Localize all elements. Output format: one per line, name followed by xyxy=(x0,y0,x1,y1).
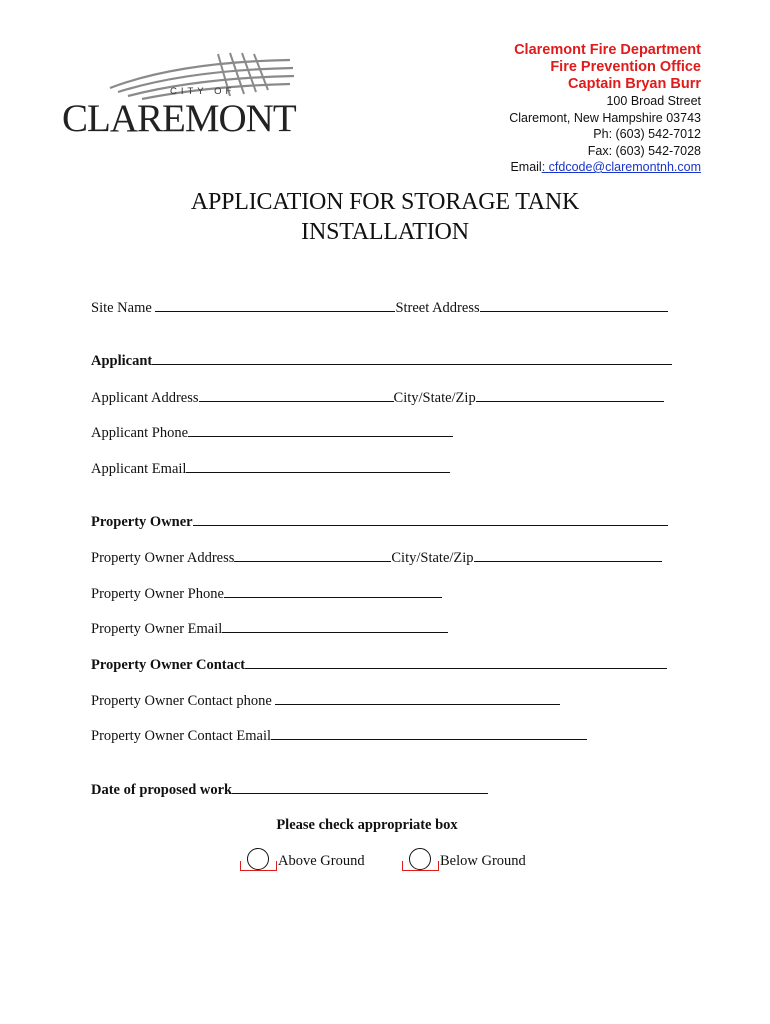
date-of-work-label: Date of proposed work xyxy=(91,782,233,798)
property-owner-contact-phone-field[interactable] xyxy=(275,692,560,705)
circle-icon xyxy=(409,848,431,870)
property-owner-phone-label: Property Owner Phone xyxy=(91,586,224,602)
property-owner-contact-row xyxy=(91,656,667,674)
property-owner-contact-email-field[interactable] xyxy=(271,727,587,740)
email-label: Email xyxy=(510,160,542,174)
contact-block xyxy=(509,42,701,176)
property-owner-field[interactable] xyxy=(193,513,668,526)
department-name: Claremont Fire Department xyxy=(514,42,701,58)
phone-text: Ph: (603) 542-7012 xyxy=(593,127,701,141)
check-heading: Please check appropriate box xyxy=(276,817,458,833)
applicant-address-field[interactable] xyxy=(199,389,394,402)
above-ground-label: Above Ground xyxy=(278,853,365,869)
applicant-label: Applicant xyxy=(91,353,153,369)
form-title-line2: INSTALLATION xyxy=(301,219,469,245)
email-link[interactable]: : cfdcode@claremontnh.com xyxy=(541,160,701,174)
claremont-logo xyxy=(58,50,308,140)
below-ground-checkbox[interactable] xyxy=(402,848,439,871)
property-owner-email-label: Property Owner Email xyxy=(91,621,223,637)
property-owner-email-row xyxy=(91,620,448,638)
logo-city-of: CITY OF xyxy=(170,86,236,97)
property-owner-contact-label: Property Owner Contact xyxy=(91,657,246,673)
property-owner-contact-phone-row xyxy=(91,692,560,710)
below-ground-label: Below Ground xyxy=(440,853,526,869)
applicant-row xyxy=(91,352,672,370)
street-address-text: 100 Broad Street xyxy=(606,94,701,108)
applicant-email-label: Applicant Email xyxy=(91,461,187,477)
applicant-phone-row xyxy=(91,424,453,442)
applicant-phone-field[interactable] xyxy=(188,424,453,437)
city-state-text: Claremont, New Hampshire 03743 xyxy=(509,110,701,125)
city-state-zip-field-1[interactable] xyxy=(476,389,664,402)
applicant-email-row xyxy=(91,460,450,478)
street-address-label: Street Address xyxy=(395,300,480,316)
office-name: Fire Prevention Office xyxy=(550,59,701,75)
property-owner-email-field[interactable] xyxy=(222,620,448,633)
applicant-field[interactable] xyxy=(152,352,672,365)
property-owner-address-label: Property Owner Address xyxy=(91,550,235,566)
property-owner-address-row xyxy=(91,549,662,567)
applicant-phone-label: Applicant Phone xyxy=(91,425,189,441)
property-owner-contact-email-row xyxy=(91,727,587,745)
property-owner-contact-field[interactable] xyxy=(245,656,667,669)
applicant-address-row xyxy=(91,389,664,407)
captain-name: Captain Bryan Burr xyxy=(568,76,701,92)
city-state-zip-label-1: City/State/Zip xyxy=(393,390,476,406)
city-state-zip-label-2: City/State/Zip xyxy=(391,550,474,566)
property-owner-phone-row xyxy=(91,585,442,603)
applicant-email-field[interactable] xyxy=(186,460,450,473)
form-title xyxy=(0,187,770,247)
property-owner-row xyxy=(91,513,668,531)
site-name-row xyxy=(91,299,668,317)
city-state-zip-field-2[interactable] xyxy=(474,549,662,562)
property-owner-contact-phone-label: Property Owner Contact phone xyxy=(91,693,276,709)
property-owner-label: Property Owner xyxy=(91,514,193,530)
logo-wordmark: CLAREMONT xyxy=(62,97,296,140)
applicant-address-label: Applicant Address xyxy=(91,390,199,406)
property-owner-contact-email-label: Property Owner Contact Email xyxy=(91,728,271,744)
property-owner-phone-field[interactable] xyxy=(224,585,442,598)
date-of-work-row xyxy=(91,781,488,799)
site-name-field[interactable] xyxy=(155,299,395,312)
property-owner-address-field[interactable] xyxy=(234,549,391,562)
date-of-work-field[interactable] xyxy=(232,781,488,794)
email-line xyxy=(509,159,701,176)
form-title-line1: APPLICATION FOR STORAGE TANK xyxy=(190,189,580,215)
street-address-field[interactable] xyxy=(480,299,668,312)
fax-text: Fax: (603) 542-7028 xyxy=(587,143,701,158)
above-ground-checkbox[interactable] xyxy=(240,848,277,871)
site-name-label: Site Name xyxy=(91,300,156,316)
circle-icon xyxy=(247,848,269,870)
